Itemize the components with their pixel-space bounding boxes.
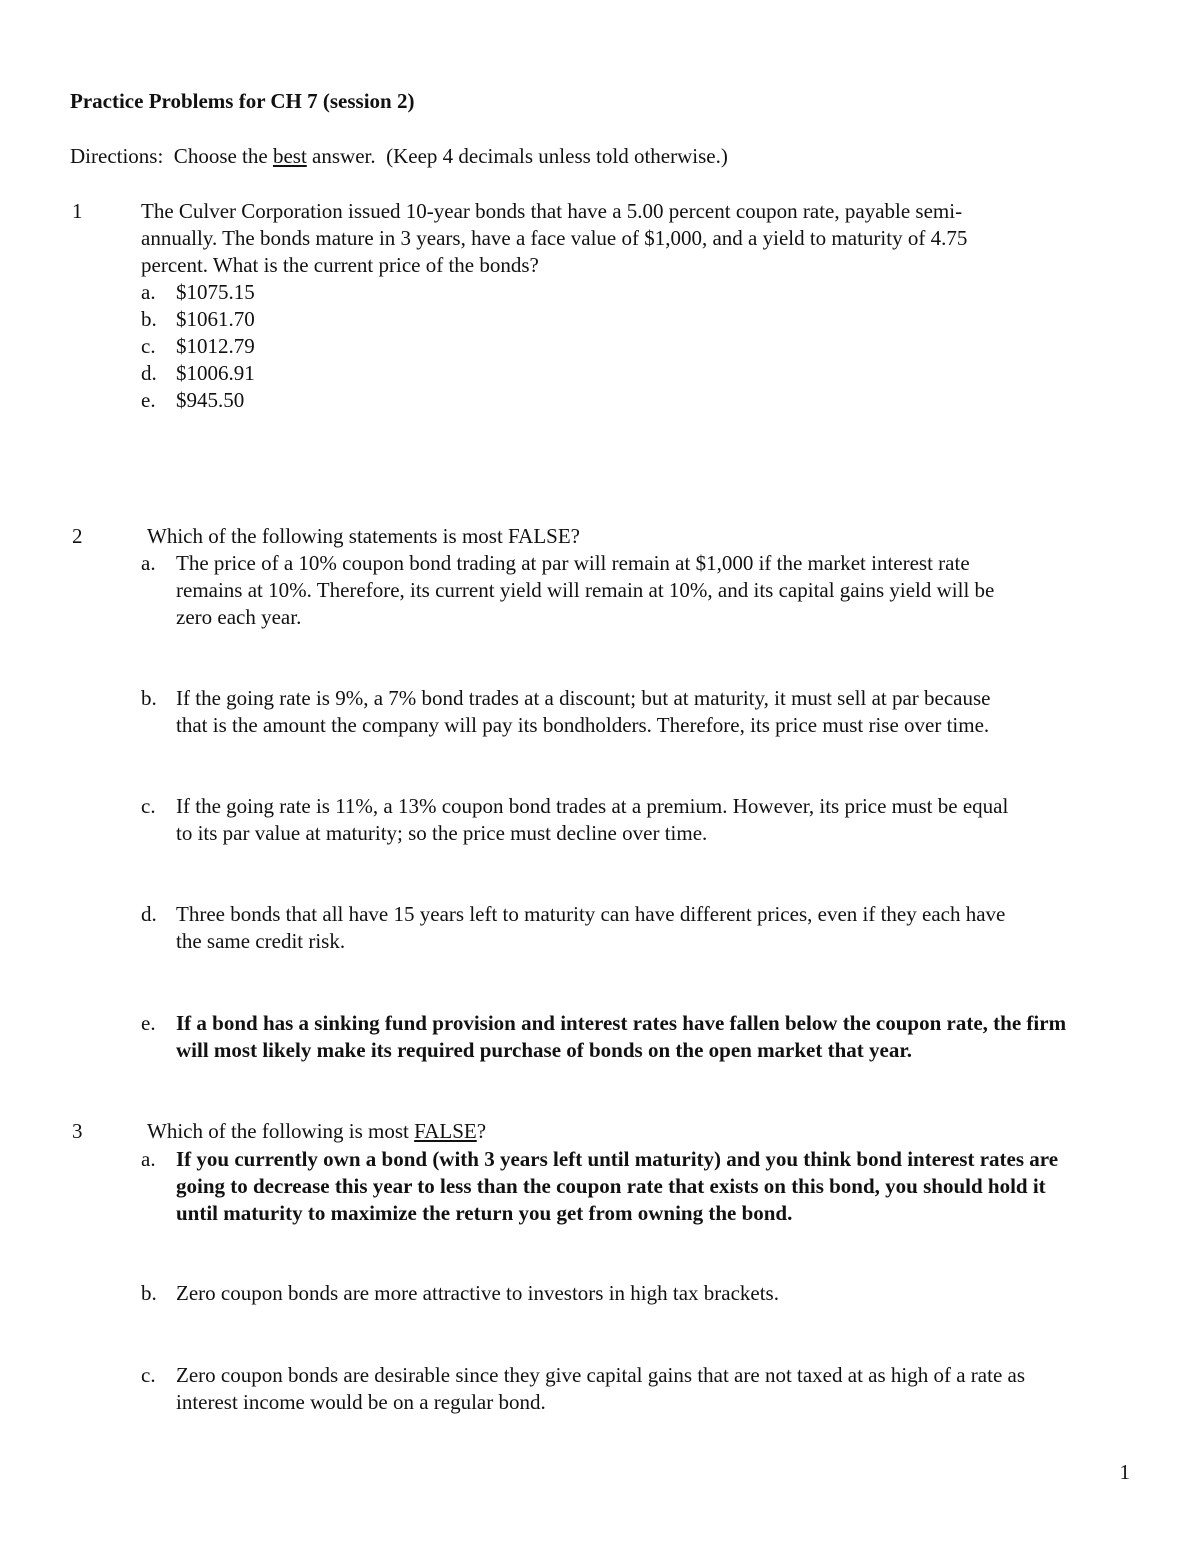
option-line: the same credit risk. [176, 929, 346, 953]
question-1-line: annually. The bonds mature in 3 years, have a face value of $1,000, and a yield to maturity of 4.75 [141, 226, 968, 250]
option-line: to its par value at maturity; so the price must decline over time. [176, 821, 708, 845]
question-3-stem-suffix: ? [476, 1119, 487, 1143]
question-2-stem: Which of the following statements is most FALSE? [147, 524, 580, 548]
option-line: If you currently own a bond (with 3 years left until maturity) and you think bond interest rates are [176, 1147, 1059, 1171]
option-line: If the going rate is 11%, a 13% coupon bond trades at a premium. However, its price must be equal [176, 794, 1009, 818]
option-text: $1012.79 [176, 334, 255, 358]
option-letter: a. [141, 1147, 156, 1171]
option-line: zero each year. [176, 605, 302, 629]
page-title: Practice Problems for CH 7 (session 2) [70, 89, 415, 113]
question-1-stem [141, 198, 1131, 279]
option-line: If the going rate is 9%, a 7% bond trades at a discount; but at maturity, it must sell at par because [176, 686, 991, 710]
option-letter: b. [141, 686, 157, 710]
option-text: $1061.70 [176, 307, 255, 331]
option-line: The price of a 10% coupon bond trading at par will remain at $1,000 if the market interest rate [176, 551, 970, 575]
option-line: until maturity to maximize the return you get from owning the bond. [176, 1201, 793, 1225]
question-3-stem [147, 1118, 1137, 1145]
option-letter: e. [141, 1011, 156, 1035]
option-line: If a bond has a sinking fund provision and interest rates have fallen below the coupon rate, the firm [176, 1011, 1067, 1035]
question-3-number: 3 [72, 1119, 83, 1143]
option-letter: c. [141, 794, 156, 818]
option-letter: c. [141, 334, 156, 358]
page-number: 1 [1119, 1460, 1130, 1484]
question-1-line: The Culver Corporation issued 10-year bonds that have a 5.00 percent coupon rate, payable semi- [141, 199, 963, 223]
option-letter: a. [141, 551, 156, 575]
option-letter: a. [141, 280, 156, 304]
option-line: Zero coupon bonds are desirable since they give capital gains that are not taxed at as high of a rate as [176, 1363, 1026, 1387]
option-letter: d. [141, 361, 157, 385]
option-text: $1006.91 [176, 361, 255, 385]
option-letter: b. [141, 307, 157, 331]
question-3-stem-prefix: Which of the following is most [147, 1119, 415, 1143]
directions-emphasis: best [272, 144, 307, 168]
option-line: will most likely make its required purchase of bonds on the open market that year. [176, 1038, 913, 1062]
option-letter: b. [141, 1281, 157, 1305]
option-line: Zero coupon bonds are more attractive to investors in high tax brackets. [176, 1281, 779, 1305]
option-letter: c. [141, 1363, 156, 1387]
question-1-number: 1 [72, 199, 83, 223]
directions [70, 143, 728, 170]
option-text: $945.50 [176, 388, 245, 412]
option-line: that is the amount the company will pay its bondholders. Therefore, its price must rise over time. [176, 713, 990, 737]
option-letter: d. [141, 902, 157, 926]
option-text: $1075.15 [176, 280, 255, 304]
directions-prefix: Directions: Choose the [70, 144, 273, 168]
option-line: interest income would be on a regular bond. [176, 1390, 546, 1414]
option-line: going to decrease this year to less than the coupon rate that exists on this bond, you should hold it [176, 1174, 1046, 1198]
option-line: remains at 10%. Therefore, its current yield will remain at 10%, and its capital gains yield will be [176, 578, 995, 602]
option-line: Three bonds that all have 15 years left to maturity can have different prices, even if they each have [176, 902, 1006, 926]
question-1-line: percent. What is the current price of the bonds? [141, 253, 539, 277]
question-3-stem-emphasis: FALSE [414, 1119, 477, 1143]
question-2-number: 2 [72, 524, 83, 548]
option-letter: e. [141, 388, 156, 412]
directions-suffix: answer. (Keep 4 decimals unless told otherwise.) [306, 144, 728, 168]
